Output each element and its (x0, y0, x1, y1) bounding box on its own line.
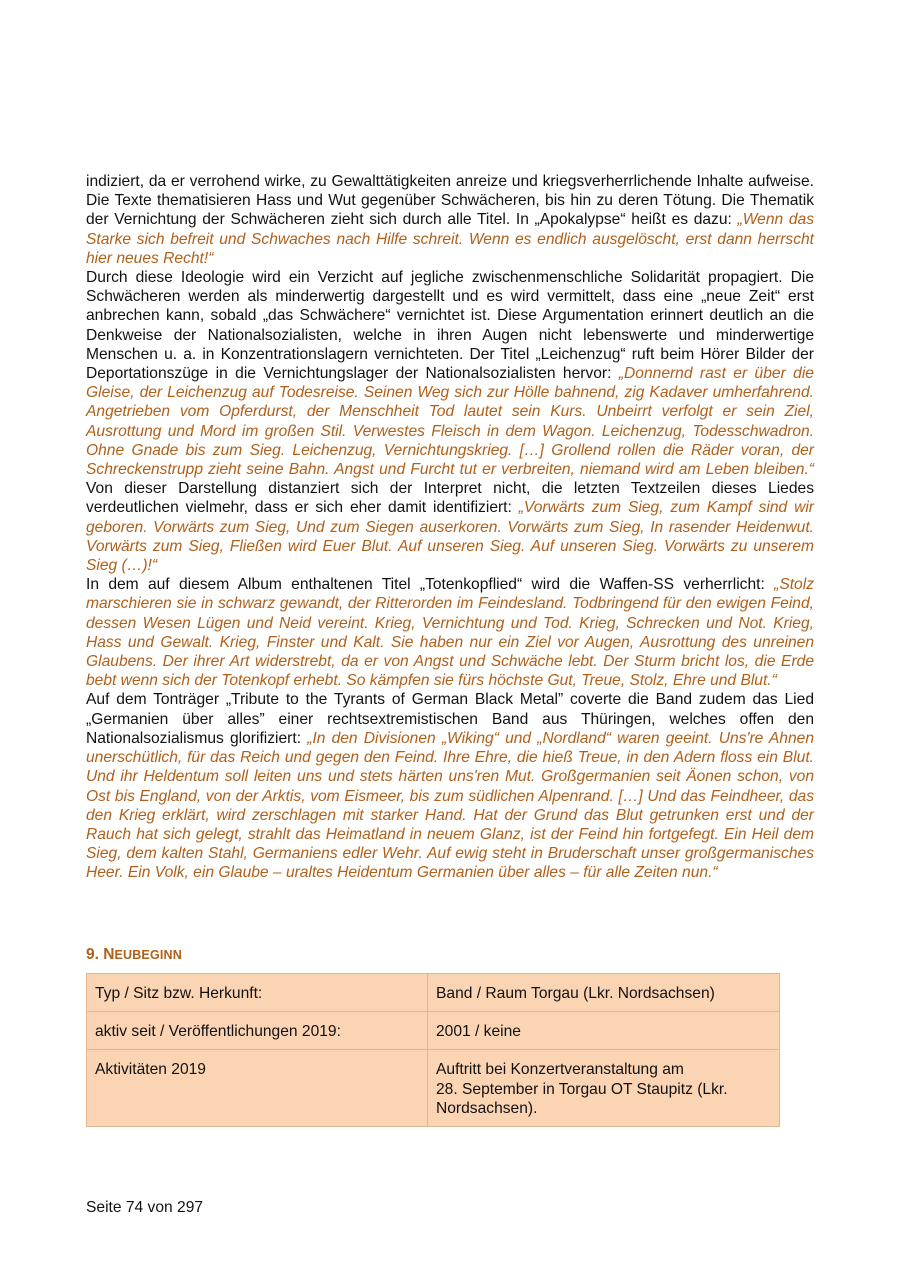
table-cell-value (428, 1050, 780, 1127)
paragraph-1 (86, 172, 814, 268)
paragraph-2-quote: „Donnernd rast er über die Gleise, der Leichenzug auf Todesreise. Seinen Weg sich zur Hölle bahnend, zig Kadaver umherfahrend. Angetrieben vom Opferdurst, der Menschheit Tod lautet sein Kurs. Unbeirrt verfolgt er sein Ziel, Ausrottung und Mord im großen Stil. Verwestes Fleisch in dem Wagon. Leichenzug, Todesschwadron. Ohne Gnade bis zum Sieg. Leichenzug, Vernichtungskrieg. […] Grollend rollen die Räder voran, der Schreckenstrupp zieht seine Bahn. Angst und Furcht tut er verbreiten, niemand wird am Leben bleiben.“ (86, 365, 814, 479)
paragraph-3-quote: „Stolz marschieren sie in schwarz gewandt, der Ritterorden im Feindesland. Todbringend für den ewigen Feind, dessen Wesen Lügen und Neid vereint. Krieg, Vernichtung und Tod. Krieg, Schrecken und Not. Krieg, Hass und Gewalt. Krieg, Finster und Kalt. Sie haben nur ein Ziel vor Augen, Ausrottung des unreinen Glaubens. Der ihrer Art widerstrebt, da er von Angst und Schwäche lebt. Der Sturm bricht los, die Erde bebt wenn sich der Totenkopf erhebt. So kämpfen sie fürs höchste Gut, Treue, Stolz, Ehre und Blut.“ (86, 576, 814, 690)
table-row (87, 1050, 780, 1127)
page-number: Seite 74 von 297 (86, 1199, 204, 1216)
paragraph-3-text: In dem auf diesem Album enthaltenen Titel „Totenkopflied“ wird die Waffen-SS verherrlicht: (86, 576, 775, 594)
table-cell-value: Band / Raum Torgau (Lkr. Nordsachsen) (428, 974, 780, 1012)
paragraph-4-quote: „In den Divisionen „Wiking“ und „Nordland“ waren geeint. Uns're Ahnen unerschütlich, für das Reich und gegen den Feind. Ihre Ehre, die hieß Treue, in den Adern floss ein Blut. Und ihr Heldentum soll leiten uns und stets härten uns'ren Mut. Großgermanien seit Äonen schon, von Ost bis England, von der Arktis, vom Eismeer, bis zum südlichen Alpenrand. […] Und das Feindheer, das den Krieg erklärt, wird zerschlagen mit starker Hand. Hat der Grund das Blut getrunken erst und der Rauch hat sich gelegt, strahlt das Heimatland in neuem Glanz, ist der Feind hin fortgefegt. Ein Heil dem Sieg, dem kalten Stahl, Germaniens edler Wehr. Auf ewig steht in Bruderschaft unser großgermanisches Heer. Ein Volk, ein Glaube – uraltes Heidentum Germanien über alles – für alle Zeiten nun.“ (86, 729, 814, 882)
table-cell-label: aktiv seit / Veröffentlichungen 2019: (87, 1012, 428, 1050)
table-cell-value-line-1: Auftritt bei Konzertveranstaltung am (436, 1061, 684, 1079)
paragraph-4-text: Auf dem Tonträger „Tribute to the Tyrants of German Black Metal” coverte die Band zudem das Lied „Germanien über alles” einer rechtsextremistischen Band aus Thüringen, welches offen den Nationalsozialismus glorifiziert: (86, 691, 814, 747)
section-title-initial: N (103, 946, 115, 963)
section-number: 9. (86, 946, 104, 963)
table-cell-value-line-2: 28. September in Torgau OT Staupitz (Lkr. Nordsachsen). (436, 1080, 728, 1117)
table-cell-value: 2001 / keine (428, 1012, 780, 1050)
section-heading (86, 946, 182, 964)
info-table (86, 973, 780, 1127)
paragraph-4 (86, 690, 814, 882)
table-row (87, 1012, 780, 1050)
paragraph-1-text: indiziert, da er verrohend wirke, zu Gewalttätigkeiten anreize und kriegsverherrlichende Inhalte aufweise. Die Texte thematisieren Hass und Wut gegenüber Schwächeren, bis hin zu deren Tötung. Die Thematik der Vernichtung der Schwächeren zieht sich durch alle Titel. In „Apokalypse“ heißt es dazu: (86, 173, 814, 229)
paragraph-2 (86, 268, 814, 575)
table-cell-label: Typ / Sitz bzw. Herkunft: (87, 974, 428, 1012)
table-row (87, 974, 780, 1012)
section-title-rest: EUBEGINN (114, 948, 183, 962)
paragraph-2-text: Durch diese Ideologie wird ein Verzicht auf jegliche zwischenmenschliche Solidarität propagiert. Die Schwächeren werden als minderwertig dargestellt und es wird vermittelt, dass eine „neue Zeit“ erst anbrechen kann, sobald „das Schwächere“ vernichtet ist. Diese Argumentation erinnert deutlich an die Denkweise der Nationalsozialisten, welche in ihren Augen nicht lebenswerte und minderwertige Menschen u. a. in Konzentrationslagern vernichteten. Der Titel „Leichenzug“ ruft beim Hörer Bilder der Deportationszüge in die Vernichtungslager der Nationalsozialisten hervor: (86, 269, 814, 383)
paragraph-2-text-continued: Von dieser Darstellung distanziert sich der Interpret nicht, die letzten Textzeilen dieses Liedes verdeutlichen vielmehr, dass er sich eher damit identifiziert: (86, 480, 814, 517)
body-text (86, 172, 814, 883)
paragraph-1-quote: „Wenn das Starke sich befreit und Schwaches nach Hilfe schreit. Wenn es endlich ausgelöscht, erst dann herrscht hier neues Recht!“ (86, 211, 815, 267)
paragraph-3 (86, 575, 814, 690)
table-cell-label: Aktivitäten 2019 (87, 1050, 428, 1127)
paragraph-2-quote-2: „Vorwärts zum Sieg, zum Kampf sind wir geboren. Vorwärts zum Sieg, Und zum Siegen auserkoren. Vorwärts zum Sieg, In rasender Heidenwut. Vorwärts zum Sieg, Fließen wird Euer Blut. Auf unseren Sieg. Auf unseren Sieg. Vorwärts zu unserem Sieg (…)!“ (86, 499, 814, 575)
